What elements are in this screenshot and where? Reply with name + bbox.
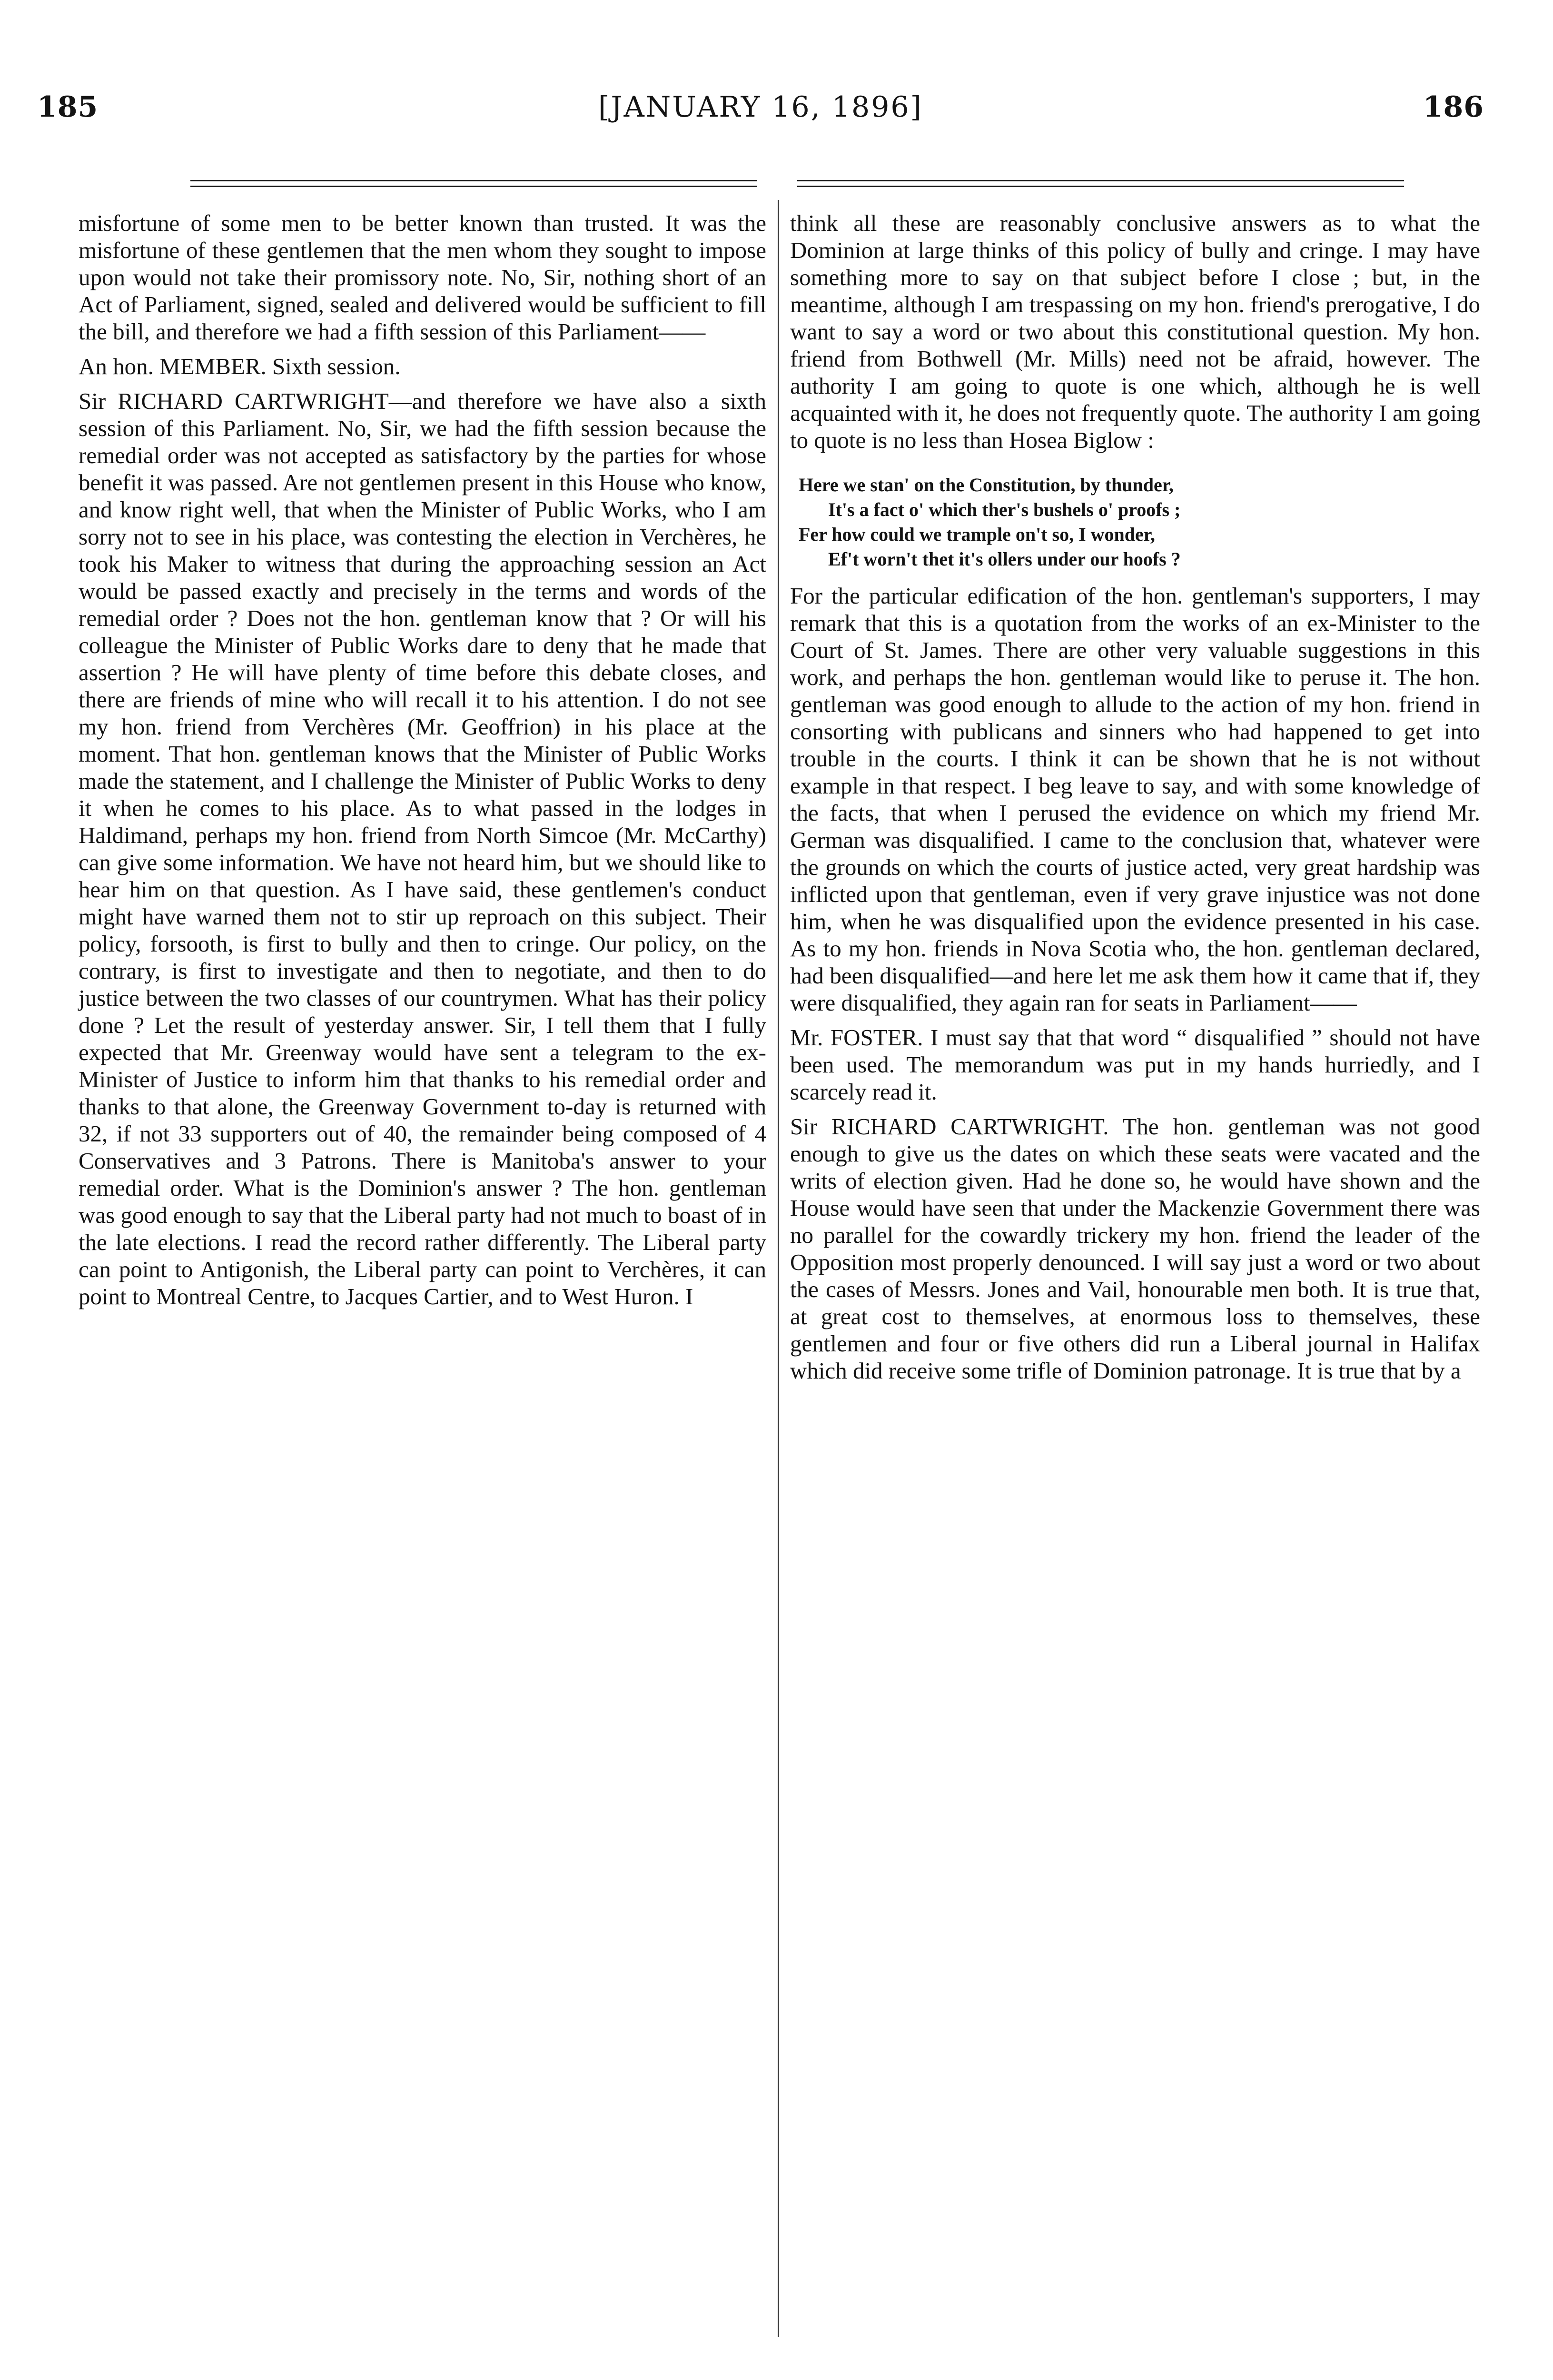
right-paragraph-1: think all these are reasonably conclusive answers as to what the Dominion at large thinks of this policy of bully and cringe. I may have something more to say on that subject before I close ; but, in the meantime, although I am trespassing on my hon. friend's prerogative, I do want to say a word or two about this constitutional question. My hon. friend from Bothwell (Mr. Mills) need not be afraid, however. The authority I am going to quote is one which, although he is well acquainted with it, he does not frequently quote. The authority I am going to quote is no less than Hosea Biglow :: [790, 210, 1480, 453]
left-paragraph-1: misfortune of some men to be better known than trusted. It was the misfortune of these gentlemen that the men whom they sought to impose upon would not take their promissory note. No, Sir, nothing short of an Act of Parliament, signed, sealed and delivered would be sufficient to fill the bill, and therefore we had a fifth session of this Parliament——: [79, 210, 766, 345]
verse-line: Here we stan' on the Constitution, by thunder,: [799, 474, 1174, 496]
right-paragraph-3: Mr. FOSTER. I must say that that word “ disqualified ” should not have been used. The memorandum was put in my hands hurriedly, and I scarcely read it.: [790, 1024, 1480, 1105]
right-paragraph-4: Sir RICHARD CARTWRIGHT. The hon. gentleman was not good enough to give us the dates on which these seats were vacated and the writs of election given. Had he done so, he would have shown and the House would have seen that under the Mackenzie Government there was no parallel for the cowardly trickery my hon. friend the leader of the Opposition most properly denounced. I will say just a word or two about the cases of Messrs. Jones and Vail, honourable men both. It is true that, at great cost to themselves, at enormous loss to themselves, these gentlemen and four or five others did run a Liberal journal in Halifax which did receive some trifle of Dominion patronage. It is true that by a: [790, 1113, 1480, 1384]
column-divider: [778, 200, 779, 2337]
verse-line: It's a fact o' which ther's bushels o' proofs ;: [828, 499, 1181, 520]
right-paragraph-2: For the particular edification of the hon. gentleman's supporters, I may remark that this is a quotation from the works of an ex-Minister to the Court of St. James. There are other very valuable suggestions in this work, and perhaps the hon. gentleman would like to peruse it. The hon. gentleman was good enough to allude to the action of my hon. friend in consorting with publicans and sinners who had happened to get into trouble in the courts. I think it can be shown that he is not without example in that respect. I beg leave to say, and with some knowledge of the facts, that when I perused the evidence on which my friend Mr. German was disqualified. I came to the conclusion that, whatever were the grounds on which the courts of justice acted, very great hardship was inflicted upon that gentleman, even if very grave injustice was not done him, when he was disqualified upon the evidence presented in his case. As to my hon. friends in Nova Scotia who, the hon. gentleman declared, had been disqualified—and here let me ask them how it came that if, they were disqualified, they again ran for seats in Parliament——: [790, 583, 1480, 1016]
verse-line: Ef't worn't thet it's ollers under our hoofs ?: [828, 548, 1181, 570]
page-header: [37, 90, 1484, 133]
left-paragraph-2: An hon. MEMBER. Sixth session.: [79, 353, 401, 379]
page-number-right: 186: [1423, 90, 1484, 124]
right-column: [790, 209, 1480, 1392]
page-number-left: 185: [37, 90, 99, 124]
verse-quotation: [799, 473, 1480, 572]
page-date: [JANUARY 16, 1896]: [598, 90, 923, 124]
header-rule-right-top: [797, 180, 1404, 181]
header-rule-left-top: [190, 180, 757, 181]
header-rule-left-bottom: [190, 186, 757, 187]
left-column: [79, 209, 766, 1318]
header-rule-right-bottom: [797, 186, 1404, 187]
verse-line: Fer how could we trample on't so, I wonder,: [799, 524, 1155, 545]
left-paragraph-3: Sir RICHARD CARTWRIGHT—and therefore we have also a sixth session of this Parliament. No, Sir, we had the fifth session because the remedial order was not accepted as satisfactory by the parties for whose benefit it was passed. Are not gentlemen present in this House who know, and know right well, that when the Minister of Public Works, who I am sorry not to see in his place, was contesting the election in Verchères, he took his Maker to witness that during the approaching session an Act would be passed exactly and precisely in the terms and words of the remedial order ? Does not the hon. gentleman know that ? Or will his colleague the Minister of Public Works dare to deny that he made that assertion ? He will have plenty of time before this debate closes, and there are friends of mine who will recall it to his attention. I do not see my hon. friend from Verchères (Mr. Geoffrion) in his place at the moment. That hon. gentleman knows that the Minister of Public Works made the statement, and I challenge the Minister of Public Works to deny it when he comes to his place. As to what passed in the lodges in Haldimand, perhaps my hon. friend from North Simcoe (Mr. McCarthy) can give some information. We have not heard him, but we should like to hear him on that question. As I have said, these gentlemen's conduct might have warned them not to stir up reproach on this subject. Their policy, forsooth, is first to bully and then to cringe. Our policy, on the contrary, is first to investigate and then to negotiate, and then to do justice between the two classes of our countrymen. What has their policy done ? Let the result of yesterday answer. Sir, I tell them that I fully expected that Mr. Greenway would have sent a telegram to the ex-Minister of Justice to inform him that thanks to his remedial order and thanks to that alone, the Greenway Government to-day is returned with 32, if not 33 supporters out of 40, the remainder being composed of 4 Conservatives and 3 Patrons. There is Manitoba's answer to your remedial order. What is the Dominion's answer ? The hon. gentleman was good enough to say that the Liberal party had not much to boast of in the late elections. I read the record rather differently. The Liberal party can point to Antigonish, the Liberal party can point to Verchères, it can point to Montreal Centre, to Jacques Cartier, and to West Huron. I: [79, 388, 766, 1309]
